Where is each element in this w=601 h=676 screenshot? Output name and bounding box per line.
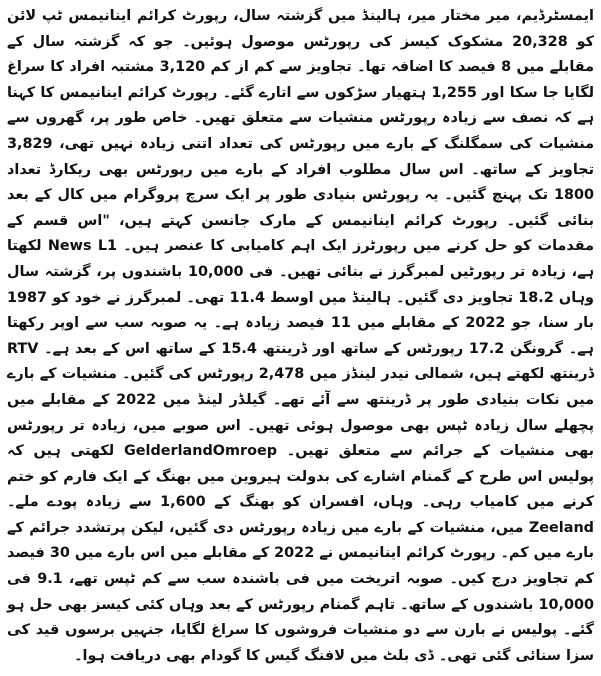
article-paragraph: ایمسٹرڈیم، میر مختار میر، ہالینڈ میں گزشتہ سال، رپورٹ کرائم اینانیمس ٹپ لائن کو 20,328 مشکوک کیسز کی رپورٹس موصول ہوئیں۔ جو کہ گزشتہ سال کے مقابلے میں 8 فیصد کا اضافہ تھا۔ تجاویز سے کم از کم 3,120 مشتبہ افراد کا سراغ لگایا جا سکا اور 1,255 ہتھیار سڑکوں سے اتارے گئے۔ رپورٹ کرائم اینانیمس کا کہنا ہے کہ نصف سے زیادہ رپورٹس منشیات سے متعلق تھیں۔ خاص طور پر، گھروں سے منشیات کی سمگلنگ کے بارے میں رپورٹس کی تعداد اتنی زیادہ نہیں تھی، 3,829 تجاویز کے ساتھ۔ اس سال مطلوب افراد کے بارے میں رپورٹس بھی ریکارڈ تعداد 1800 تک پہنچ گئیں۔ یہ رپورٹس بنیادی طور پر ایک سرچ پروگرام میں کال کے بعد بنائی گئیں۔ رپورٹ کرائم اینانیمس کے مارک جانسن کہتے ہیں، "اس قسم کے مقدمات کو حل کرنے میں رپورٹرز ایک اہم کامیابی کا عنصر ہیں۔ News L1 لکھتا ہے، زیادہ تر رپورٹیں لمبرگرز نے بنائی تھیں۔ فی 10,000 باشندوں پر، گزشتہ سال وہاں 18.2 تجاویز دی گئیں۔ ہالینڈ میں اوسط 11.4 تھی۔ لمبرگرز نے خود کو 1987 بار سنا، جو 2022 کے مقابلے میں 11 فیصد زیادہ ہے۔ یہ صوبہ سب سے اوپر رکھتا ہے۔ گرونگن 17.2 رپورٹس کے ساتھ اور ڈرینتھ 15.4 کے ساتھ اس کے بعد ہے۔ RTV ڈرینتھ لکھتے ہیں، شمالی نیدر لینڈز میں 2,478 رپورٹس کی گئیں۔ منشیات کے بارے میں نکات بنیادی طور پر ڈرینتھ سے آئے تھے۔ گیلڈر لینڈ میں 2022 کے مقابلے میں پچھلے سال زیادہ ٹپس بھی موصول ہوئی تھیں۔ اس صوبے میں، زیادہ تر رپورٹس بھی منشیات کے جرائم سے متعلق تھیں۔ GelderlandOmroep لکھتی ہیں کہ پولیس اس طرح کے گمنام اشارے کی بدولت ہیروین میں بھنگ کے ایک فارم کو ختم کرنے میں کامیاب رہی۔ وہاں، افسران کو بھنگ کے 1,600 سے زیادہ پودے ملے۔ Zeeland میں، منشیات کے بارے میں زیادہ رپورٹس دی گئیں، لیکن پرتشدد جرائم کے بارے میں کم۔ رپورٹ کرائم اینانیمس نے 2022 کے مقابلے میں اس بارے میں 30 فیصد کم تجاویز درج کیں۔ صوبہ اتریخت میں فی باشندہ سب سے کم ٹپس تھے، 9.1 فی 10,000 باشندوں کے ساتھ۔ تاہم گمنام رپورٹس کے بعد وہاں کئی کیسز بھی حل ہو گئے۔ پولیس نے بارن سے دو منشیات فروشوں کا سراغ لگایا، جنہیں برسوں قید کی سزا سنائی گئی تھی۔ ڈی بلٹ میں لافنگ گیس کا گودام بھی دریافت ہوا۔ [7,8,595,664]
